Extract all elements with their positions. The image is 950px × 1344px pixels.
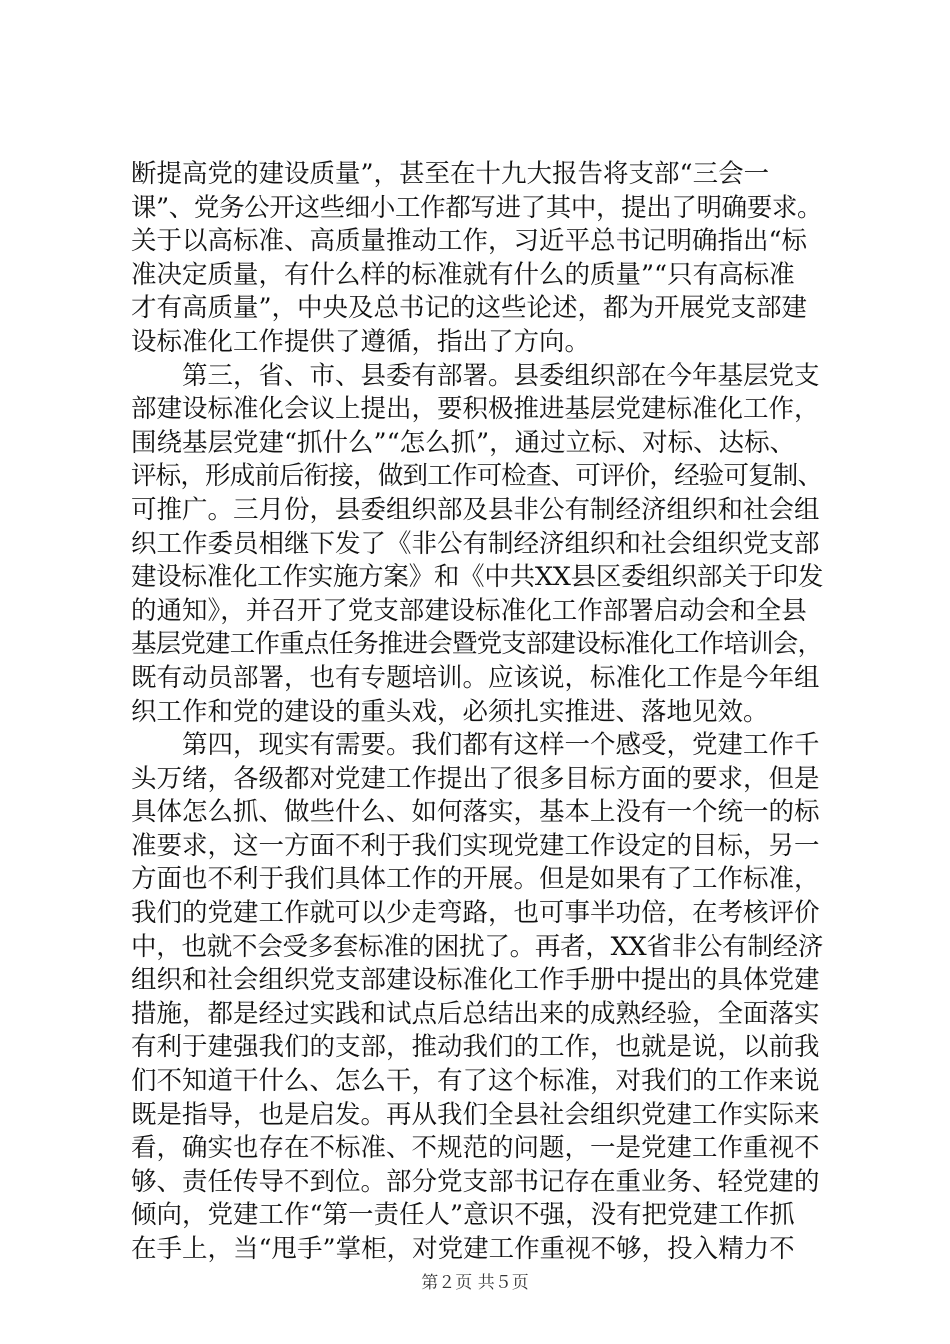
body-text: [131, 158, 823, 1267]
text-line: 措施，都是经过实践和试点后总结出来的成熟经验，全面落实: [131, 998, 820, 1029]
text-line: 既有动员部署，也有专题培训。应该说，标准化工作是今年组: [131, 662, 820, 693]
text-line: 头万绪，各级都对党建工作提出了很多目标方面的要求，但是: [131, 763, 820, 794]
text-line: 既是指导，也是启发。再从我们全县社会组织党建工作实际来: [131, 1099, 820, 1130]
text-line: 断提高党的建设质量”，甚至在十九大报告将支部“三会一: [131, 159, 770, 189]
text-line: 基层党建工作重点任务推进会暨党支部建设标准化工作培训会，: [131, 629, 823, 660]
text-line: 准要求，这一方面不利于我们实现党建工作设定的目标，另一: [131, 830, 820, 861]
text-line: 有利于建强我们的支部，推动我们的工作，也就是说，以前我: [131, 1032, 820, 1063]
text-line: 们不知道干什么、怎么干，有了这个标准，对我们的工作来说: [131, 1066, 820, 1097]
text-line: 具体怎么抓、做些什么、如何落实，基本上没有一个统一的标: [131, 797, 820, 828]
text-line: 设标准化工作提供了遵循，指出了方向。: [131, 326, 591, 357]
text-line: 的通知》，并召开了党支部建设标准化工作部署启动会和全县: [131, 595, 807, 626]
text-line: 才有高质量”，中央及总书记的这些论述，都为开展党支部建: [131, 293, 808, 324]
text-line: 课”、党务公开这些细小工作都写进了其中，提出了明确要求。: [131, 192, 823, 223]
text-line: 织工作委员相继下发了《非公有制经济组织和社会组织党支部: [131, 528, 820, 559]
text-line: 看，确实也存在不标准、不规范的问题，一是党建工作重视不: [131, 1133, 820, 1164]
text-line: 建设标准化工作实施方案》和《中共XX县区委组织部关于印发: [131, 562, 824, 593]
text-line: 第三，省、市、县委有部署。县委组织部在今年基层党支: [131, 360, 820, 391]
text-line: 可推广。三月份，县委组织部及县非公有制经济组织和社会组: [131, 494, 820, 525]
text-line: 够、责任传导不到位。部分党支部书记存在重业务、轻党建的: [131, 1166, 820, 1197]
text-line: 关于以高标准、高质量推动工作，习近平总书记明确指出“标: [131, 226, 808, 257]
text-line: 中，也就不会受多套标准的困扰了。再者，XX省非公有制经济: [131, 931, 824, 962]
text-line: 组织和社会组织党支部建设标准化工作手册中提出的具体党建: [131, 965, 820, 996]
page-number-footer: 第２页 共５页: [421, 1273, 529, 1293]
text-line: 倾向，党建工作“第一责任人”意识不强，没有把党建工作抓: [131, 1200, 795, 1231]
text-line: 方面也不利于我们具体工作的开展。但是如果有了工作标准，: [131, 864, 820, 895]
text-line: 部建设标准化会议上提出，要积极推进基层党建标准化工作，: [131, 394, 820, 425]
text-line: 评标，形成前后衔接，做到工作可检查、可评价，经验可复制、: [131, 461, 823, 492]
text-line: 第四，现实有需要。我们都有这样一个感受，党建工作千: [131, 730, 820, 761]
text-line: 围绕基层党建“抓什么”“怎么抓”，通过立标、对标、达标、: [131, 427, 796, 458]
text-line: 在手上，当“甩手”掌柜，对党建工作重视不够，投入精力不: [131, 1234, 795, 1264]
text-line: 我们的党建工作就可以少走弯路，也可事半功倍，在考核评价: [131, 898, 820, 929]
text-line: 织工作和党的建设的重头戏，必须扎实推进、落地见效。: [131, 696, 769, 727]
text-line: 准决定质量，有什么样的标准就有什么的质量”“只有高标准: [131, 259, 795, 290]
